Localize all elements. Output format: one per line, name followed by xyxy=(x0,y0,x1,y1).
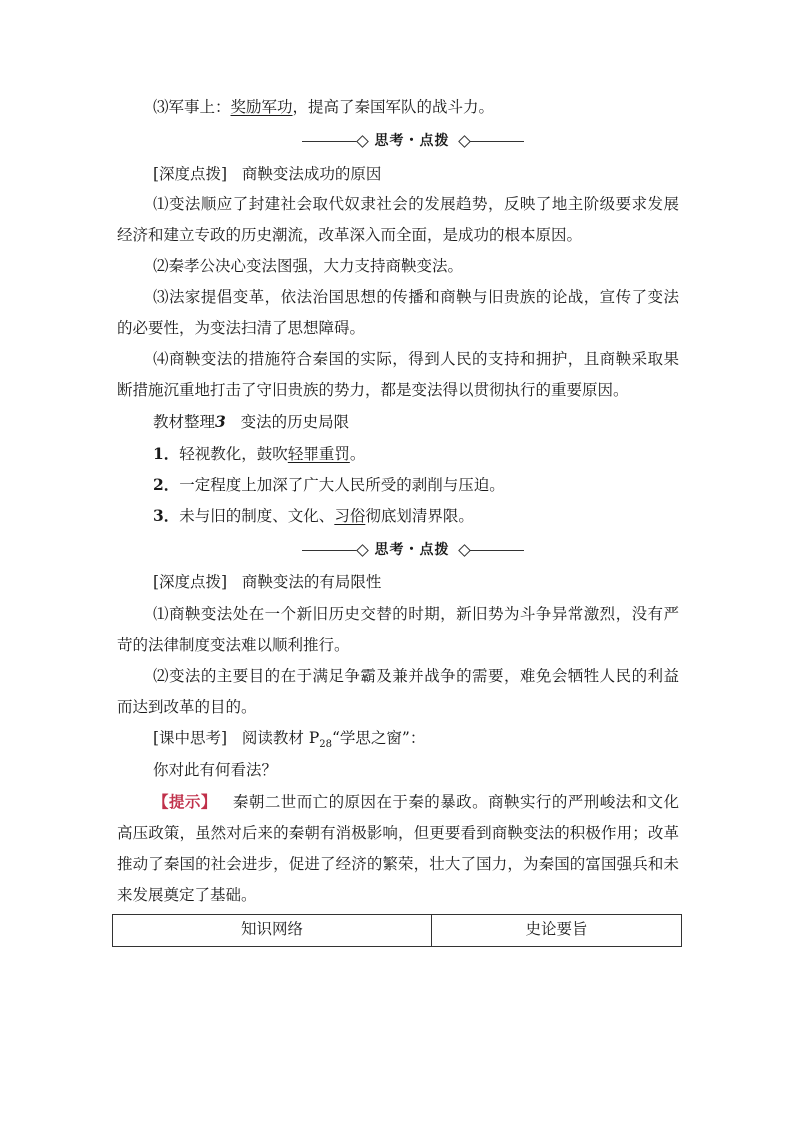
deep-point-paragraph: ⑴商鞅变法处在一个新旧历史交替的时期，新旧势为斗争异常激烈，没有严苛的法律制度变法难以顺利推行。 xyxy=(117,605,679,654)
diamond-icon xyxy=(356,544,369,557)
list-item: 3．未与旧的制度、文化、习俗彻底划清界限。 xyxy=(153,506,474,525)
class-thinking-question: 你对此有何看法？ xyxy=(153,761,278,779)
hint-label: 【提示】 xyxy=(153,792,217,811)
deep-point-tag: [深度点拨] xyxy=(153,573,228,591)
material-heading xyxy=(153,412,349,432)
military-item-rest: ，提高了秦国军队的战斗力。 xyxy=(292,98,495,116)
deep-point-title: 商鞅变法的有局限性 xyxy=(241,573,382,591)
divider-label: 思考・点拨 xyxy=(374,133,450,149)
history-points-header: 史论要旨 xyxy=(432,915,682,947)
deep-point-paragraph: ⑵变法的主要目的在于满足争霸及兼并战争的需要，难免会牺牲人民的利益而达到改革的目的。 xyxy=(117,667,679,716)
hint-paragraph xyxy=(117,786,679,911)
deep-point-heading xyxy=(153,572,381,592)
list-item: 2．一定程度上加深了广大人民所受的剥削与压迫。 xyxy=(153,475,505,494)
deep-point-heading xyxy=(153,164,381,184)
divider-label: 思考・点拨 xyxy=(374,542,450,558)
military-item xyxy=(153,97,494,117)
knowledge-network-header: 知识网络 xyxy=(113,915,432,947)
class-thinking: [课中思考] 阅读教材 $P_{28}“$学思之窗”： xyxy=(153,729,426,751)
material-title: 变法的历史局限 xyxy=(240,413,350,431)
section-divider xyxy=(300,540,524,560)
diamond-icon xyxy=(356,135,369,148)
class-thinking-tag: [课中思考] xyxy=(153,729,228,747)
diamond-icon xyxy=(458,544,471,557)
summary-table xyxy=(112,914,682,947)
deep-point-paragraph: ⑷商鞅变法的措施符合秦国的实际，得到人民的支持和拥护，且商鞅采取果断措施沉重地打击了守旧贵族的势力，都是变法得以贯彻执行的重要原因。 xyxy=(117,350,679,399)
military-item-prefix: ⑶军事上： xyxy=(153,98,231,116)
hint-text: 秦朝二世而亡的原因在于秦的暴政。商鞅实行的严刑峻法和文化高压政策，虽然对后来的秦朝有消极影响，但更要看到商鞅变法的积极作用；改革推动了秦国的社会进步，促进了经济的繁荣，壮大了国力，为秦国的富国强兵和未来发展奠定了基础。 xyxy=(117,793,679,904)
military-item-underlined: 奖励军功 xyxy=(230,98,293,116)
material-number: 3 xyxy=(215,412,226,431)
deep-point-paragraph: ⑵秦孝公决心变法图强，大力支持商鞅变法。 xyxy=(153,257,464,275)
deep-point-title: 商鞅变法成功的原因 xyxy=(241,165,382,183)
diamond-icon xyxy=(458,135,471,148)
deep-point-tag: [深度点拨] xyxy=(153,165,228,183)
material-label: 教材整理 xyxy=(153,413,216,431)
section-divider xyxy=(300,131,524,151)
deep-point-paragraph: ⑴变法顺应了封建社会取代奴隶社会的发展趋势，反映了地主阶级要求发展经济和建立专政的历史潮流，改革深入而全面，是成功的根本原因。 xyxy=(117,195,679,244)
deep-point-paragraph: ⑶法家提倡变革，依法治国思想的传播和商鞅与旧贵族的论战，宣传了变法的必要性，为变法扫清了思想障碍。 xyxy=(117,288,679,337)
list-item: 1．轻视教化，鼓吹轻罪重罚。 xyxy=(153,444,366,463)
